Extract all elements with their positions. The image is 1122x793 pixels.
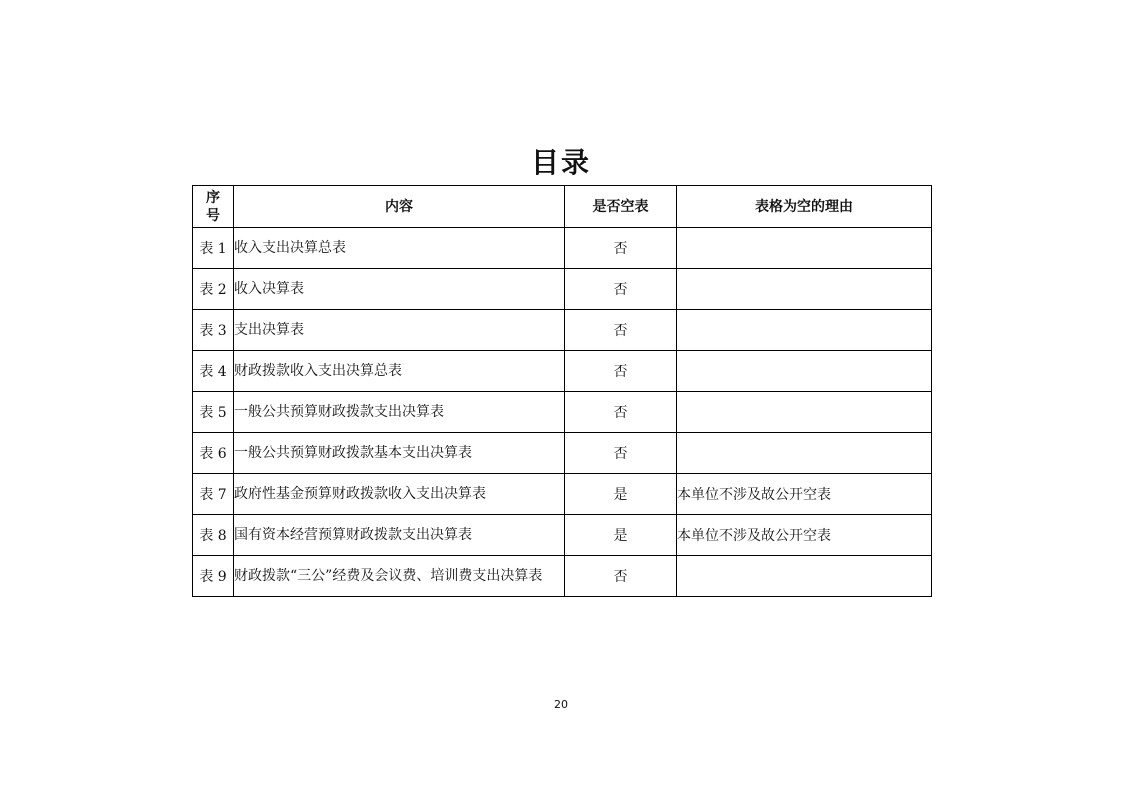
row-index: 表 8 [193, 515, 234, 556]
row-is-empty: 否 [565, 433, 677, 474]
page-title: 目录 [530, 146, 591, 179]
row-is-empty: 否 [565, 228, 677, 269]
row-content: 支出决算表 [234, 310, 565, 351]
row-reason [677, 556, 932, 597]
row-content: 一般公共预算财政拨款支出决算表 [234, 392, 565, 433]
row-content: 收入决算表 [234, 269, 565, 310]
row-index: 表 1 [193, 228, 234, 269]
table-row [193, 310, 932, 351]
row-index: 表 7 [193, 474, 234, 515]
row-is-empty: 否 [565, 351, 677, 392]
row-reason [677, 228, 932, 269]
header-index-label: 序号 [206, 189, 220, 224]
header-content: 内容 [234, 186, 565, 228]
row-content: 政府性基金预算财政拨款收入支出决算表 [234, 474, 565, 515]
table-row [193, 474, 932, 515]
row-is-empty: 否 [565, 269, 677, 310]
row-content: 一般公共预算财政拨款基本支出决算表 [234, 433, 565, 474]
header-index [193, 186, 234, 228]
table-row [193, 392, 932, 433]
row-reason [677, 310, 932, 351]
row-content: 收入支出决算总表 [234, 228, 565, 269]
header-reason: 表格为空的理由 [677, 186, 932, 228]
table-of-contents [192, 185, 932, 597]
row-reason: 本单位不涉及故公开空表 [677, 515, 932, 556]
row-is-empty: 是 [565, 474, 677, 515]
row-index: 表 4 [193, 351, 234, 392]
table-row [193, 433, 932, 474]
row-reason: 本单位不涉及故公开空表 [677, 474, 932, 515]
table-row [193, 351, 932, 392]
row-is-empty: 否 [565, 556, 677, 597]
row-index: 表 2 [193, 269, 234, 310]
row-is-empty: 否 [565, 392, 677, 433]
row-is-empty: 是 [565, 515, 677, 556]
row-index: 表 6 [193, 433, 234, 474]
row-content: 财政拨款“三公”经费及会议费、培训费支出决算表 [234, 556, 565, 597]
row-index: 表 5 [193, 392, 234, 433]
row-reason [677, 351, 932, 392]
table-header-row [193, 186, 932, 228]
row-index: 表 3 [193, 310, 234, 351]
page-number: 20 [554, 698, 568, 711]
row-content: 国有资本经营预算财政拨款支出决算表 [234, 515, 565, 556]
table-row [193, 269, 932, 310]
row-reason [677, 269, 932, 310]
table-row [193, 556, 932, 597]
row-content: 财政拨款收入支出决算总表 [234, 351, 565, 392]
header-is-empty: 是否空表 [565, 186, 677, 228]
row-reason [677, 433, 932, 474]
row-index: 表 9 [193, 556, 234, 597]
table-row [193, 228, 932, 269]
table-row [193, 515, 932, 556]
row-reason [677, 392, 932, 433]
row-is-empty: 否 [565, 310, 677, 351]
